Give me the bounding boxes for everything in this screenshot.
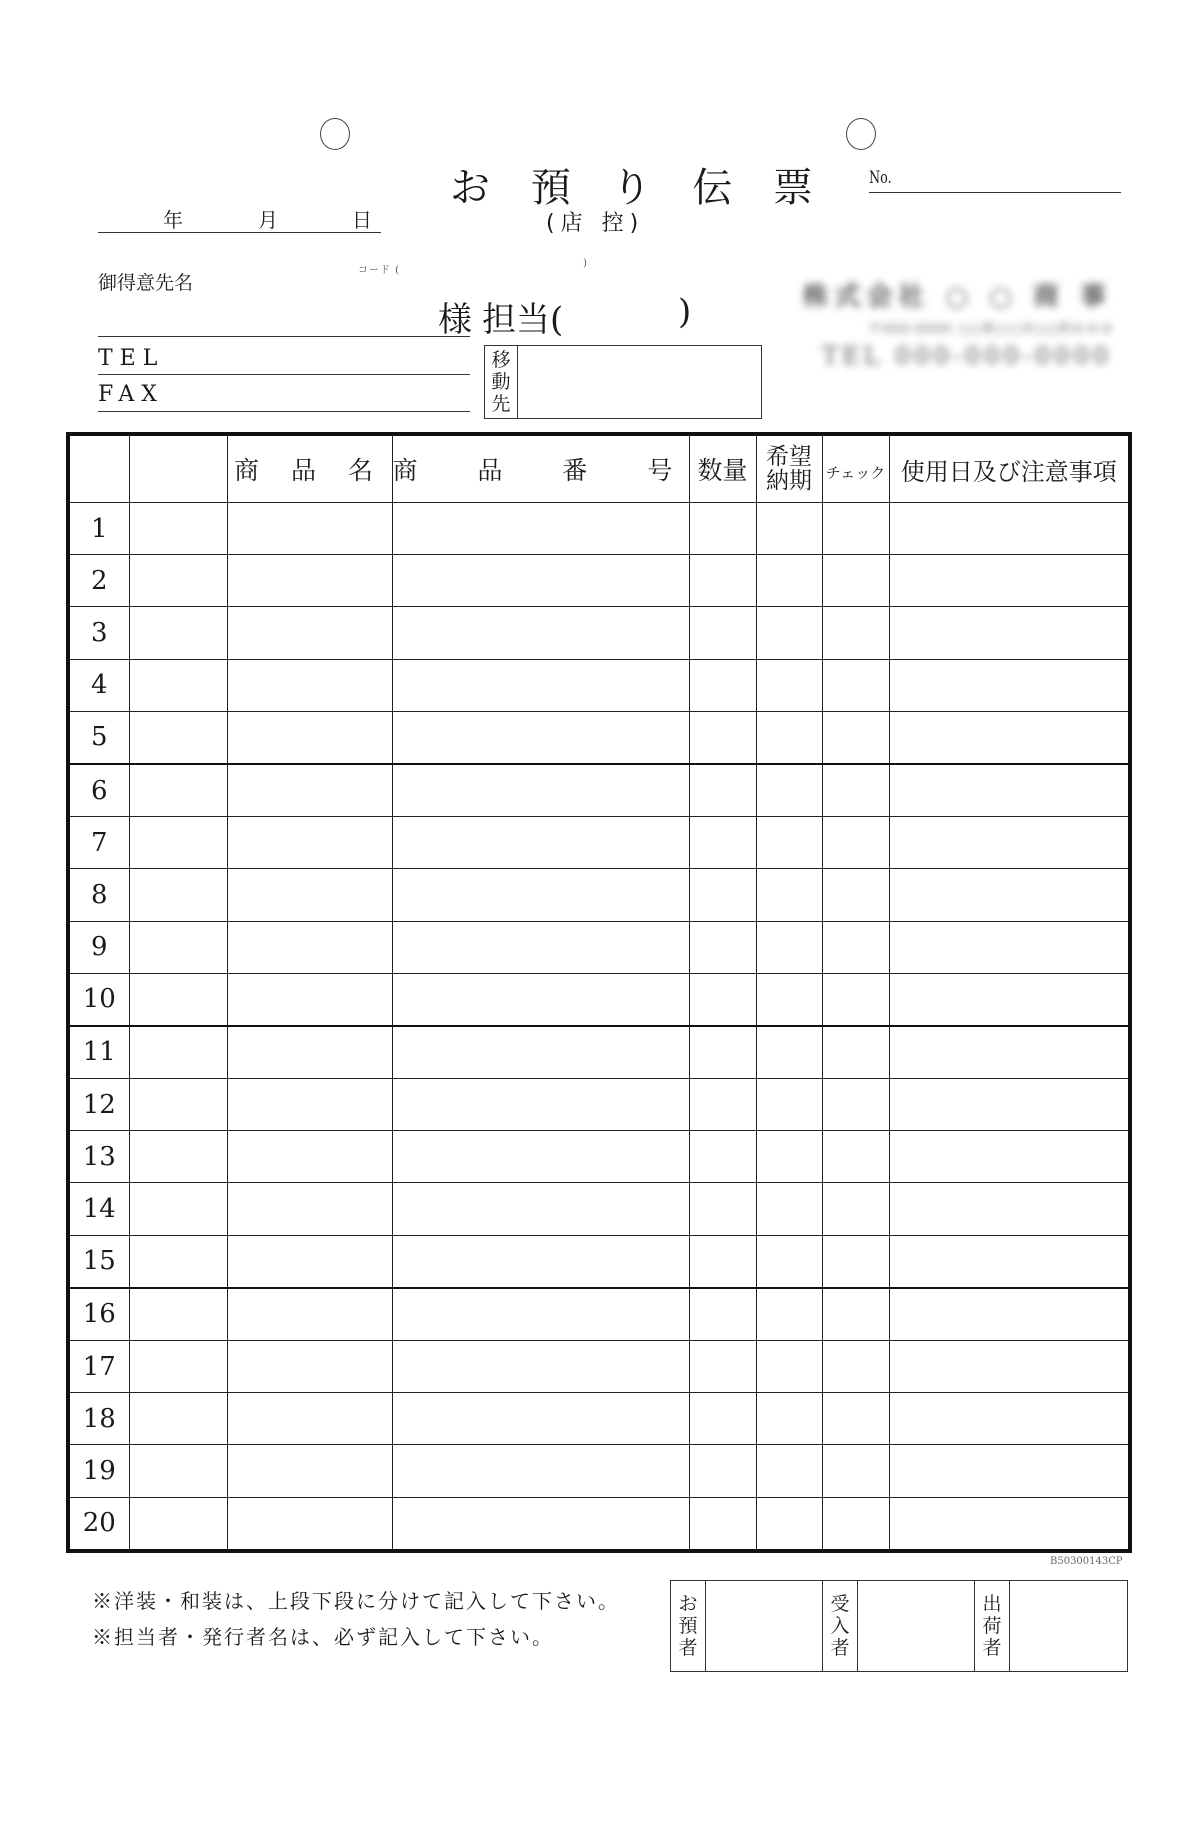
quantity-cell[interactable]	[689, 817, 756, 869]
sig-label-receiver: 受 入 者	[823, 1581, 858, 1671]
product-name-cell[interactable]	[227, 817, 392, 869]
sig-field-shipper[interactable]	[1010, 1581, 1127, 1671]
table-row	[68, 1445, 1130, 1497]
row-number: 2	[68, 555, 129, 607]
table-row	[68, 764, 1130, 817]
header-check: チェック	[822, 434, 889, 503]
delivery-cell[interactable]	[756, 503, 822, 555]
product-number-cell[interactable]	[392, 973, 689, 1026]
check-cell[interactable]	[822, 1026, 889, 1079]
row-number: 13	[68, 1131, 129, 1183]
notes-cell[interactable]	[889, 555, 1130, 607]
header-row-number	[68, 434, 129, 503]
product-name-cell[interactable]	[227, 1131, 392, 1183]
category-cell[interactable]	[129, 1079, 227, 1131]
check-cell[interactable]	[822, 817, 889, 869]
date-day-label: 日	[352, 208, 372, 232]
delivery-cell[interactable]	[756, 869, 822, 921]
category-cell[interactable]	[129, 555, 227, 607]
row-number: 19	[68, 1445, 129, 1497]
destination-field[interactable]	[518, 346, 760, 418]
check-cell[interactable]	[822, 711, 889, 764]
product-number-cell[interactable]	[392, 607, 689, 659]
category-cell[interactable]	[129, 711, 227, 764]
quantity-cell[interactable]	[689, 659, 756, 711]
note-line-2: ※担当者・発行者名は、必ず記入して下さい。	[92, 1625, 554, 1649]
delivery-cell[interactable]	[756, 764, 822, 817]
notes-cell[interactable]	[889, 921, 1130, 973]
delivery-cell[interactable]	[756, 1026, 822, 1079]
product-name-cell[interactable]	[227, 1393, 392, 1445]
company-address: 〒000-0000 ○○県○○市○○町0-0-0	[867, 322, 1112, 337]
product-number-cell[interactable]	[392, 1079, 689, 1131]
notes-cell[interactable]	[889, 973, 1130, 1026]
quantity-cell[interactable]	[689, 869, 756, 921]
product-name-cell[interactable]	[227, 1497, 392, 1551]
delivery-cell[interactable]	[756, 555, 822, 607]
table-row	[68, 1026, 1130, 1079]
check-cell[interactable]	[822, 1288, 889, 1341]
product-name-cell[interactable]	[227, 973, 392, 1026]
product-name-cell[interactable]	[227, 1235, 392, 1288]
category-cell[interactable]	[129, 869, 227, 921]
category-cell[interactable]	[129, 817, 227, 869]
date-year-label: 年	[163, 208, 183, 232]
quantity-cell[interactable]	[689, 1183, 756, 1235]
company-info	[750, 268, 1120, 388]
quantity-cell[interactable]	[689, 1497, 756, 1551]
quantity-cell[interactable]	[689, 555, 756, 607]
check-cell[interactable]	[822, 1079, 889, 1131]
table-row	[68, 659, 1130, 711]
category-cell[interactable]	[129, 1026, 227, 1079]
notes-cell[interactable]	[889, 817, 1130, 869]
table-row	[68, 555, 1130, 607]
signature-box	[670, 1580, 1128, 1672]
date-field[interactable]	[98, 232, 381, 233]
check-cell[interactable]	[822, 1497, 889, 1551]
punch-hole-left	[320, 118, 350, 150]
product-number-cell[interactable]	[392, 921, 689, 973]
product-name-cell[interactable]	[227, 1288, 392, 1341]
delivery-cell[interactable]	[756, 1235, 822, 1288]
honorific-sama: 様	[438, 300, 472, 340]
product-name-cell[interactable]	[227, 921, 392, 973]
quantity-cell[interactable]	[689, 1393, 756, 1445]
row-number: 9	[68, 921, 129, 973]
delivery-cell[interactable]	[756, 973, 822, 1026]
note-line-1: ※洋装・和装は、上段下段に分けて記入して下さい。	[92, 1589, 620, 1613]
tel-label: TEL	[98, 346, 165, 371]
person-in-charge-field[interactable]	[580, 296, 672, 332]
quantity-cell[interactable]	[689, 503, 756, 555]
company-phone: TEL 000-000-0000	[821, 342, 1112, 370]
product-name-cell[interactable]	[227, 1079, 392, 1131]
category-cell[interactable]	[129, 1393, 227, 1445]
product-name-cell[interactable]	[227, 1341, 392, 1393]
check-cell[interactable]	[822, 1341, 889, 1393]
product-number-cell[interactable]	[392, 1497, 689, 1551]
category-cell[interactable]	[129, 1341, 227, 1393]
row-number: 20	[68, 1497, 129, 1551]
category-cell[interactable]	[129, 503, 227, 555]
category-cell[interactable]	[129, 1235, 227, 1288]
number-field[interactable]	[869, 192, 1121, 193]
header-desired-delivery: 希望 納期	[756, 434, 822, 503]
product-name-cell[interactable]	[227, 764, 392, 817]
page-title: お 預 り 伝 票	[450, 165, 827, 211]
row-number: 5	[68, 711, 129, 764]
delivery-cell[interactable]	[756, 817, 822, 869]
delivery-cell[interactable]	[756, 1497, 822, 1551]
check-cell[interactable]	[822, 659, 889, 711]
table-row	[68, 1393, 1130, 1445]
check-cell[interactable]	[822, 1445, 889, 1497]
category-cell[interactable]	[129, 659, 227, 711]
table-row	[68, 1183, 1130, 1235]
delivery-cell[interactable]	[756, 659, 822, 711]
product-number-cell[interactable]	[392, 555, 689, 607]
sig-field-receiver[interactable]	[858, 1581, 975, 1671]
notes-cell[interactable]	[889, 1131, 1130, 1183]
row-number: 16	[68, 1288, 129, 1341]
destination-label: 移 動 先	[485, 346, 518, 418]
sig-label-shipper: 出 荷 者	[975, 1581, 1010, 1671]
quantity-cell[interactable]	[689, 1131, 756, 1183]
notes-cell[interactable]	[889, 503, 1130, 555]
customer-code-label: コード (	[358, 265, 401, 276]
product-name-cell[interactable]	[227, 555, 392, 607]
product-number-cell[interactable]	[392, 764, 689, 817]
quantity-cell[interactable]	[689, 1341, 756, 1393]
items-table	[66, 432, 1132, 1553]
check-cell[interactable]	[822, 503, 889, 555]
customer-name-field[interactable]	[98, 336, 470, 337]
check-cell[interactable]	[822, 607, 889, 659]
row-number: 17	[68, 1341, 129, 1393]
category-cell[interactable]	[129, 1183, 227, 1235]
category-cell[interactable]	[129, 921, 227, 973]
product-number-cell[interactable]	[392, 659, 689, 711]
quantity-cell[interactable]	[689, 1288, 756, 1341]
row-number: 11	[68, 1026, 129, 1079]
product-number-cell[interactable]	[392, 1445, 689, 1497]
delivery-cell[interactable]	[756, 607, 822, 659]
product-number-cell[interactable]	[392, 1288, 689, 1341]
notes-cell[interactable]	[889, 1079, 1130, 1131]
fax-label: FAX	[98, 382, 164, 407]
quantity-cell[interactable]	[689, 921, 756, 973]
row-number: 10	[68, 973, 129, 1026]
person-in-charge-label: 担当(	[482, 300, 564, 340]
table-row	[68, 607, 1130, 659]
product-number-cell[interactable]	[392, 869, 689, 921]
quantity-cell[interactable]	[689, 973, 756, 1026]
table-row	[68, 1288, 1130, 1341]
table-row	[68, 1131, 1130, 1183]
product-number-cell[interactable]	[392, 817, 689, 869]
number-label: No.	[869, 168, 892, 188]
row-number: 18	[68, 1393, 129, 1445]
quantity-cell[interactable]	[689, 1235, 756, 1288]
product-number-cell[interactable]	[392, 711, 689, 764]
category-cell[interactable]	[129, 607, 227, 659]
row-number: 4	[68, 659, 129, 711]
delivery-cell[interactable]	[756, 921, 822, 973]
product-name-cell[interactable]	[227, 607, 392, 659]
notes-cell[interactable]	[889, 1288, 1130, 1341]
notes-cell[interactable]	[889, 1183, 1130, 1235]
notes-cell[interactable]	[889, 607, 1130, 659]
product-name-cell[interactable]	[227, 1183, 392, 1235]
quantity-cell[interactable]	[689, 607, 756, 659]
product-number-cell[interactable]	[392, 1341, 689, 1393]
check-cell[interactable]	[822, 764, 889, 817]
product-name-cell[interactable]	[227, 503, 392, 555]
category-cell[interactable]	[129, 764, 227, 817]
product-number-cell[interactable]	[392, 1183, 689, 1235]
row-number: 6	[68, 764, 129, 817]
product-number-cell[interactable]	[392, 1393, 689, 1445]
table-header-row	[68, 434, 1130, 503]
notes-cell[interactable]	[889, 764, 1130, 817]
notes-cell[interactable]	[889, 1445, 1130, 1497]
check-cell[interactable]	[822, 1235, 889, 1288]
category-cell[interactable]	[129, 1497, 227, 1551]
product-number-cell[interactable]	[392, 1235, 689, 1288]
form-code: B50300143CP	[1050, 1556, 1123, 1567]
category-cell[interactable]	[129, 1445, 227, 1497]
company-name: 株式会社 ○ ○ 商 事	[802, 282, 1112, 312]
check-cell[interactable]	[822, 1393, 889, 1445]
delivery-cell[interactable]	[756, 1131, 822, 1183]
product-number-cell[interactable]	[392, 503, 689, 555]
check-cell[interactable]	[822, 869, 889, 921]
table-row	[68, 973, 1130, 1026]
sig-field-depositor[interactable]	[706, 1581, 823, 1671]
delivery-cell[interactable]	[756, 1079, 822, 1131]
quantity-cell[interactable]	[689, 1445, 756, 1497]
table-row	[68, 1079, 1130, 1131]
row-number: 15	[68, 1235, 129, 1288]
customer-code	[358, 258, 400, 277]
check-cell[interactable]	[822, 1131, 889, 1183]
customer-name-label: 御得意先名	[98, 272, 194, 294]
row-number: 8	[68, 869, 129, 921]
delivery-cell[interactable]	[756, 1288, 822, 1341]
notes-cell[interactable]	[889, 1235, 1130, 1288]
notes-cell[interactable]	[889, 659, 1130, 711]
quantity-cell[interactable]	[689, 711, 756, 764]
delivery-cell[interactable]	[756, 1445, 822, 1497]
check-cell[interactable]	[822, 555, 889, 607]
product-name-cell[interactable]	[227, 869, 392, 921]
category-cell[interactable]	[129, 1288, 227, 1341]
delivery-cell[interactable]	[756, 1393, 822, 1445]
notes-cell[interactable]	[889, 1497, 1130, 1551]
product-name-cell[interactable]	[227, 1445, 392, 1497]
header-notes: 使用日及び注意事項	[889, 434, 1130, 503]
table-row	[68, 1341, 1130, 1393]
category-cell[interactable]	[129, 973, 227, 1026]
row-number: 14	[68, 1183, 129, 1235]
notes-cell[interactable]	[889, 1341, 1130, 1393]
tel-field[interactable]	[98, 374, 470, 375]
customer-code-field[interactable]	[430, 254, 575, 274]
table-row	[68, 1497, 1130, 1551]
notes-cell[interactable]	[889, 1026, 1130, 1079]
check-cell[interactable]	[822, 973, 889, 1026]
fax-field[interactable]	[98, 411, 470, 412]
person-in-charge-close: )	[678, 292, 692, 332]
table-row	[68, 1235, 1130, 1288]
sig-label-depositor: お 預 者	[671, 1581, 706, 1671]
row-number: 1	[68, 503, 129, 555]
date-month-label: 月	[258, 208, 278, 232]
table-row	[68, 817, 1130, 869]
quantity-cell[interactable]	[689, 764, 756, 817]
punch-hole-right	[846, 118, 876, 150]
table-row	[68, 711, 1130, 764]
delivery-cell[interactable]	[756, 711, 822, 764]
table-row	[68, 503, 1130, 555]
product-name-cell[interactable]	[227, 711, 392, 764]
product-name-cell[interactable]	[227, 659, 392, 711]
product-name-cell[interactable]	[227, 1026, 392, 1079]
header-product-name: 商 品 名	[227, 434, 392, 503]
check-cell[interactable]	[822, 1183, 889, 1235]
row-number: 3	[68, 607, 129, 659]
row-number: 12	[68, 1079, 129, 1131]
table-row	[68, 921, 1130, 973]
quantity-cell[interactable]	[689, 1079, 756, 1131]
notes-cell[interactable]	[889, 869, 1130, 921]
page-subtitle: (店 控)	[546, 211, 645, 236]
destination-box	[484, 345, 762, 419]
delivery-cell[interactable]	[756, 1341, 822, 1393]
customer-code-close: )	[583, 258, 588, 269]
product-number-cell[interactable]	[392, 1131, 689, 1183]
row-number: 7	[68, 817, 129, 869]
header-product-number: 商 品 番 号	[392, 434, 689, 503]
notes-cell[interactable]	[889, 1393, 1130, 1445]
product-number-cell[interactable]	[392, 1026, 689, 1079]
notes-cell[interactable]	[889, 711, 1130, 764]
header-category	[129, 434, 227, 503]
delivery-cell[interactable]	[756, 1183, 822, 1235]
category-cell[interactable]	[129, 1131, 227, 1183]
header-quantity: 数量	[689, 434, 756, 503]
check-cell[interactable]	[822, 921, 889, 973]
table-row	[68, 869, 1130, 921]
quantity-cell[interactable]	[689, 1026, 756, 1079]
